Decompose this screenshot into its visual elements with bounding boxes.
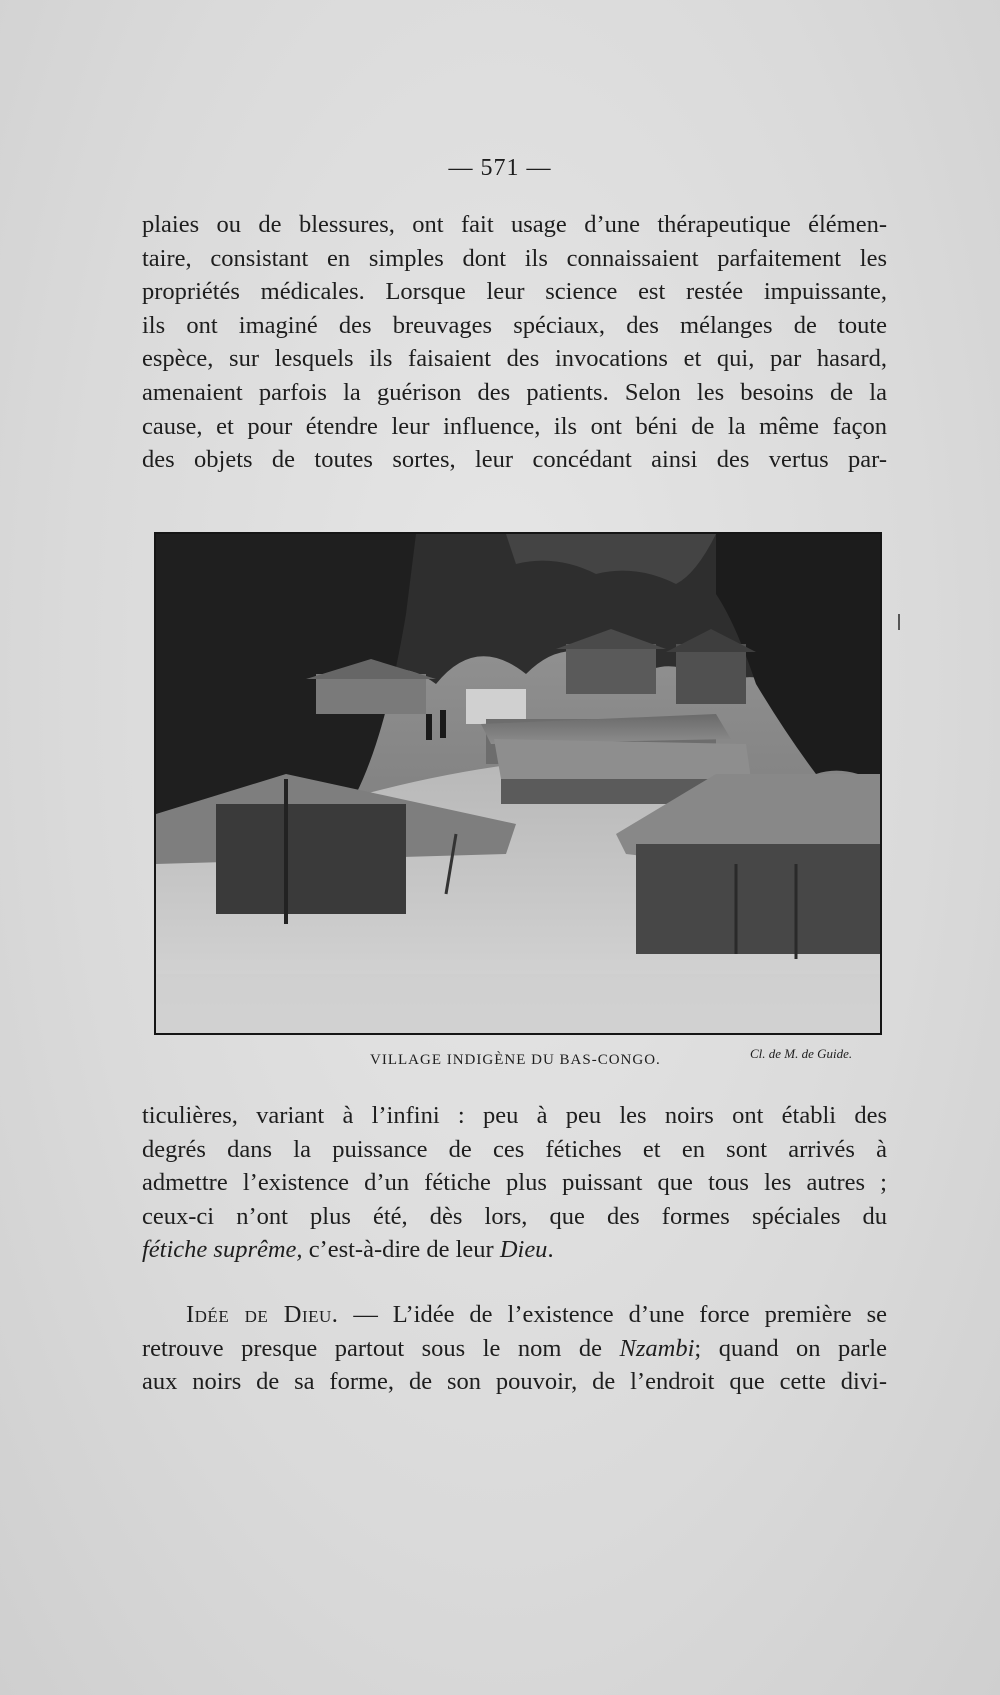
text-line: plaies ou de blessures, ont fait usage d’une thérapeutique élémen- <box>142 211 887 238</box>
text-line <box>142 1233 887 1267</box>
text-line: aux noirs de sa forme, de son pouvoir, de l’endroit que cette divi- <box>142 1368 887 1396</box>
photo-credit: Cl. de M. de Guide. <box>750 1046 853 1061</box>
page-number: — 571 — <box>448 155 552 181</box>
text-line: taire, consistant en simples dont ils connaissaient parfaitement les <box>142 244 887 272</box>
text-line: propriétés médicales. Lorsque leur science est restée impuissante, <box>142 278 887 306</box>
text-line: espèce, sur lesquels ils faisaient des invocations et qui, par hasard, <box>142 345 887 373</box>
text-line: degrés dans la puissance de ces fétiches et en sont arrivés à <box>142 1135 887 1163</box>
margin-mark <box>898 614 900 630</box>
figure-caption: VILLAGE INDIGÈNE DU BAS-CONGO. <box>370 1052 661 1068</box>
text-line <box>142 1298 887 1332</box>
paragraph-1 <box>142 208 887 477</box>
village-photograph <box>154 532 882 1035</box>
text-line: ticulières, variant à l’infini : peu à peu les noirs ont établi des <box>142 1102 887 1129</box>
paragraph-3 <box>142 1298 887 1399</box>
section-heading: Idée de Dieu. <box>186 1301 339 1328</box>
text-line: amenaient parfois la guérison des patients. Selon les besoins de la <box>142 378 887 406</box>
text-line <box>142 1332 887 1366</box>
text-span: c’est-à-dire de leur <box>302 1236 500 1264</box>
text-line: des objets de toutes sortes, leur concédant ainsi des vertus par- <box>142 446 887 474</box>
text-span: . <box>547 1236 554 1264</box>
italic-term: Dieu <box>499 1236 548 1264</box>
text-line: ceux-ci n’ont plus été, dès lors, que des formes spéciales du <box>142 1202 887 1230</box>
text-line: ils ont imaginé des breuvages spéciaux, des mélanges de toute <box>142 311 887 339</box>
text-line: admettre l’existence d’un fétiche plus puissant que tous les autres ; <box>142 1169 887 1197</box>
text-span: — L’idée de l’existence d’une force première se <box>338 1301 887 1328</box>
text-span: retrouve presque partout sous le nom de <box>142 1334 620 1362</box>
paragraph-2 <box>142 1099 887 1267</box>
village-photo-illustration <box>156 534 880 1033</box>
italic-term: fétiche suprême, <box>142 1236 303 1264</box>
text-line: cause, et pour étendre leur influence, ils ont béni de la même façon <box>142 412 887 440</box>
text-span: ; quand on parle <box>694 1334 887 1362</box>
italic-term: Nzambi <box>619 1334 695 1362</box>
